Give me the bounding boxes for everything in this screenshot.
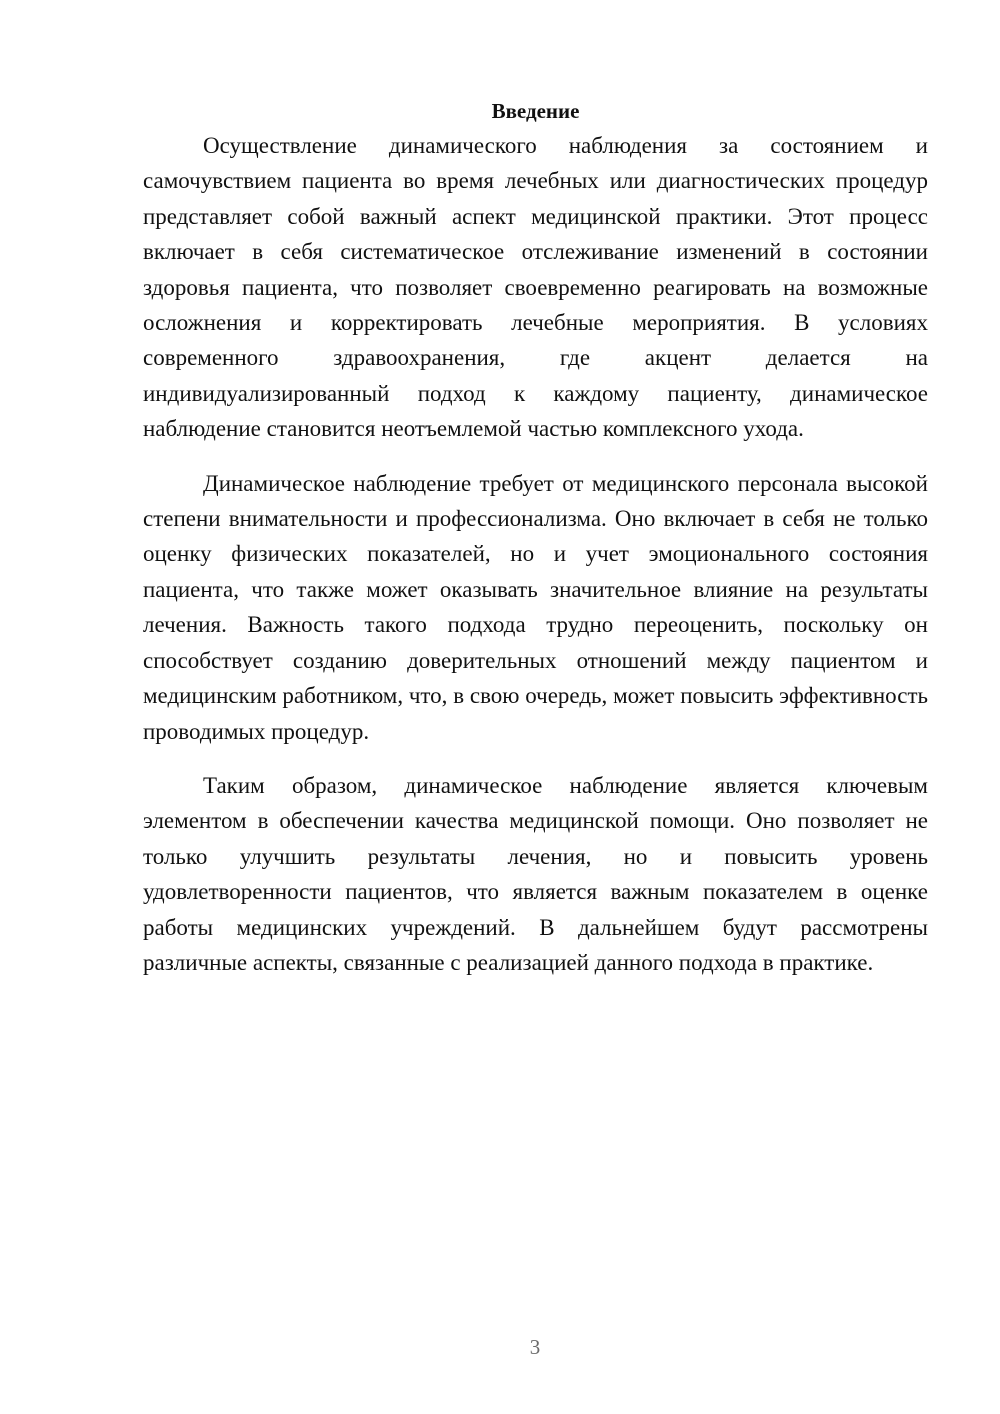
paragraph-2: Динамическое наблюдение требует от медицинского персонала высокой степени внимательности и профессионализма. Оно включает в себя не только оценку физических показателей, но и учет эмоционального состояния пациента, что также может оказывать значительное влияние на результаты лечения. Важность такого подхода трудно переоценить, поскольку он способствует созданию доверительных отношений между пациентом и медицинским работником, что, в свою очередь, может повысить эффективность проводимых процедур.: [143, 470, 928, 744]
section-title: Введение: [491, 99, 580, 123]
paragraph-3: Таким образом, динамическое наблюдение является ключевым элементом в обеспечении качества медицинской помощи. Оно позволяет не только улучшить результаты лечения, но и повысить уровень удовлетворенности пациентов, что является важным показателем в оценке работы медицинских учреждений. В дальнейшем будут рассмотрены различные аспекты, связанные с реализацией данного подхода в практике.: [143, 772, 928, 975]
page-content: [143, 96, 928, 980]
page-number: 3: [529, 1335, 541, 1359]
paragraph-1: Осуществление динамического наблюдения за состоянием и самочувствием пациента во время лечебных или диагностических процедур представляет собой важный аспект медицинской практики. Этот процесс включает в себя систематическое отслеживание изменений в состоянии здоровья пациента, что позволяет своевременно реагировать на возможные осложнения и корректировать лечебные мероприятия. В условиях современного здравоохранения, где акцент делается на индивидуализированный подход к каждому пациенту, динамическое наблюдение становится неотъемлемой частью комплексного ухода.: [143, 133, 928, 442]
